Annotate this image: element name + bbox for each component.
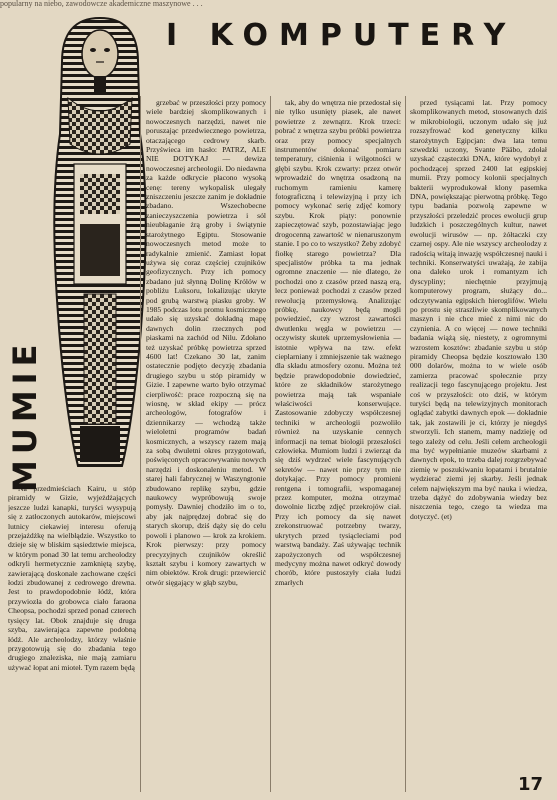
column-4-text: przed tysiącami lat. Przy pomocy skomplikowanych metod, stosowanych dziś w mikrobiologii, uczonym udało się już rozszyfrować kod genetyczny kilku starożytnych Egipcjan: dwa lata temu szwedzki uczony, Svante Pääbo, zdołał uzyskać cząsteczki DNA, które wydobył z pochodzącej sprzed 2400 lat egipskiej mumii. Przy pomocy kolonii specjalnych bakterii wyprodukował klony pasemka DNA, powiększając pierwotną próbkę. Tego typu badania pozwolą zapewne w przyszłości przeledzić proces ewolucji grup ludzkich i poszczególnych kultur, nawet ewolucji wirusów — np. żółtaczki czy czarnej ospy. Ale nie wszyscy archeolodzy z radością witają inwazję współczesnej nauki i techniki. Konserwatyści uważają, że zabija ona daleko urok i romantyzm ich dyscypliny; niechętnie przyjmują komputerowy program, służący do... odczytywania egipskich hieroglifów. Wielu po prostu się straszliwie skomplikowanych maszyn i nie chce mieć z nimi nic do czynienia. A co więcej — nowe techniki badania wiążą się, niestety, z ogromnymi wzrostem kosztów: zbadanie szybu u stóp piramidy Cheopsa będzie kosztowało 130 000 dolarów, można to w wiele osób zamierza pracować społecznie przy realizacji tego fascynującego projektu. Jest coś w przyszłości: oto dziś, w którym turyści będą na telewizyjnych monitorach oglądać zabytki dawnych epok — dokładnie tak, jak zostawili je ci, którzy je niegdyś stworzyli. Ich stanem, mamy nadzieję od tego zależy od celu. Jeśli celem archeologii ma być wypełnianie muzeów skarbami z dawnych epok, to trzeba dalej rozgrzebywać ziemię w poszukiwaniu łopatami i brutalnie wydzierać ziemi jej skarby. Jeśli jednak celem największym ma być nauka i wiedza, trzeba dążyć do zdobywania wiedzy bez niszczenia tego, czego ta wiedza ma dotyczyć. (et) [410, 98, 547, 521]
article-column-4 [410, 98, 547, 791]
top-strip-text: popularny na niebo, zawodowcze akademiczne maszynowe . . . [0, 0, 203, 8]
column-2-text: grzebać w przeszłości przy pomocy wiele bardziej skomplikowanych i nowoczesnych narzędzi, nawet nie poruszając przedwiecznego powietrza, otaczającego cedrowy skarb. Przyświeca im hasło: PATRZ, ALE NIE DOTYKAJ — dewiza nowoczesnej archeologii. Do niedawna za każde odkrycie płacono wysoką cenę: tereny wykopalisk ulegały zniszczeniu jeszcze zanim je dokładnie zbadano. Wszechobecne zanieczyszczenia powietrza i sól nieubłaganie żrą groby i świątynie starożytnego Egiptu. Stosowanie nowoczesnych metod może to radykalnie zmienić. Zamiast łopat używa się coraz częściej czujników geofizycznych. Przy ich pomocy zbadano już słynną Dolinę Królów w pobliżu Luksoru, lokalizując ukryte pod grubą warstwą piasku groby. W 1985 podczas lotu promu kosmicznego udało się uzyskać dokładną mapę dawnych dolin rzecznych pod piaskami na zachód od Nilu. Zdołano też uzyskać próbkę powietrza sprzed 4600 lat! Czekano 30 lat, zanim ostatecznie podjęto decyzję zbadania drugiego szybu u stóp piramidy w Gizie. I zapewne warto było otrzymać cierpliwość: prace rozpoczną się na wiosnę, w skład ekipy — prócz archeologów, fotografów i dziennikarzy — wchodzą także wieloletni programów badań kosmicznych, a wszyscy razem mają za sobą dwuletni okres przygotowań, poświęconych opracowywaniu nowych narzędzi i doskonaleniu metod. W starej hali fabrycznej w Waszyngtonie zbudowano replikę szybu, gdzie naukowcy wypróbowują swoje pomysły. Dawniej chodziło im o to, aby jak najprędzej dobrać się do starych skorup, dziś dąży się do celu powoli i planowo — krok za krokiem. Krok pierwszy: przy pomocy precyzyjnych czujników określić kształt szybu i komory zawartych w nim obiektów. Krok drugi: przewiercić otwór sięgający w głąb szybu, [146, 98, 266, 587]
column-rule-3 [405, 96, 406, 792]
vertical-title: MUMIE [6, 338, 44, 492]
article-title: I KOMPUTERY [166, 18, 517, 53]
column-rule-1 [140, 96, 141, 792]
column-1-text: Na przedmieściach Kairu, u stóp piramidy w Gizie, wyjeżdżających jeszcze ludzi kanapki, turyści wysypują się z zatłoczonych autokarów, miejscowi lutnicy ciekawiej interesu oferują przejażdżkę na wielbłądzie. Wszystko to dzieje się w bliskim sąsiedztwie miejsca, w którym ponad 30 lat temu archeolodzy odkryli hermetycznie zamkniętą szybę, zawierającą doskonale zachowane części łodzi zbudowanej z cedrowego drewna. Jest to prawdopodobnie łódź, która przywiozła do grobowca ciało faraona Cheopsa, pochodzi sprzed ponad czterech tysięcy lat. Obok znajduje się druga szyba, zawierająca zapewne podobną łódź. Ale archeolodzy, którzy właśnie przygotowują się do zbadania tego drugiego znaleziska, nie mają zamiaru używać łopat ani mioteł. Tym razem będą [8, 484, 136, 672]
article-column-1 [8, 484, 136, 790]
page-number: 17 [518, 774, 544, 795]
column-3-text: tak, aby do wnętrza nie przedostał się nie tylko usunięty piasek, ale nawet powietrze z zewnątrz. Krok trzeci: pobrać z wnętrza szybu próbki powietrza oraz przy pomocy specjalnych instrumentów dokonać pomiaru temperatury, ciśnienia i wilgotności w głębi szybu. Krok czwarty: przez otwór wprowadzić do wnętrza osadzoną na ruchomym ramieniu kamerę fotograficzną i telewizyjną i przy ich pomocy wykonać serię zdjęć komory szybu. Krok piąty: ponownie zapieczętować szyb, pozostawiając jego drogocenną zawartość w nienaruszonym stanie. I po co to wszystko? Żeby zdobyć fiołkę starego powietrza? Dla specjalistów próbka ta ma jednak ogromne znaczenie — nie dlatego, że pochodzi ono z czasów przed naszą erą, lecz ponieważ pochodzi z czasów przed rewolucją przemysłową. Analizując próbkę, naukowcy będą mogli powiedzieć, czy wzrost zawartości dwutlenku węgla w powietrzu — oczywisty skutek uprzemysłowienia — istotnie wpływa na tzw. efekt cieplarniany i zmniejszenie tak ważnego dla składu atmosfery ozonu. Można też będzie prawdopodobnie dowiedzieć, które ze składników starożytnego powietrza mają tak wspaniałe właściwości konserwujące. Zastosowanie zdobyczy współczesnej techniki w archeologii pozwoliło również na uzyskanie cennych informacji na temat biologii przeszłości człowieka. Mumiom ludzi i zwierząt da się dziś wydrzeć wiele fascynujących sekretów — nawet nie przy tym nie dotykając. Przy pomocy promieni rentgena i tomografii, wspomaganej przez komputer, można otrzymać dowolnie liczbę zdjęć przekrojów ciał. Przy ich pomocy da się nawet zrekonstruować potrzebny twarzy, ukrytych przed tysiącleciami pod warstwą bandaży. Zaś używając technik zapożyczonych od współczesnej medycyny można nawet odkryć dowody chorób, które pustoszyły ciała ludzi zmarłych [275, 98, 401, 587]
article-column-2 [146, 98, 266, 791]
column-rule-2 [270, 96, 271, 792]
article-column-3 [275, 98, 401, 791]
